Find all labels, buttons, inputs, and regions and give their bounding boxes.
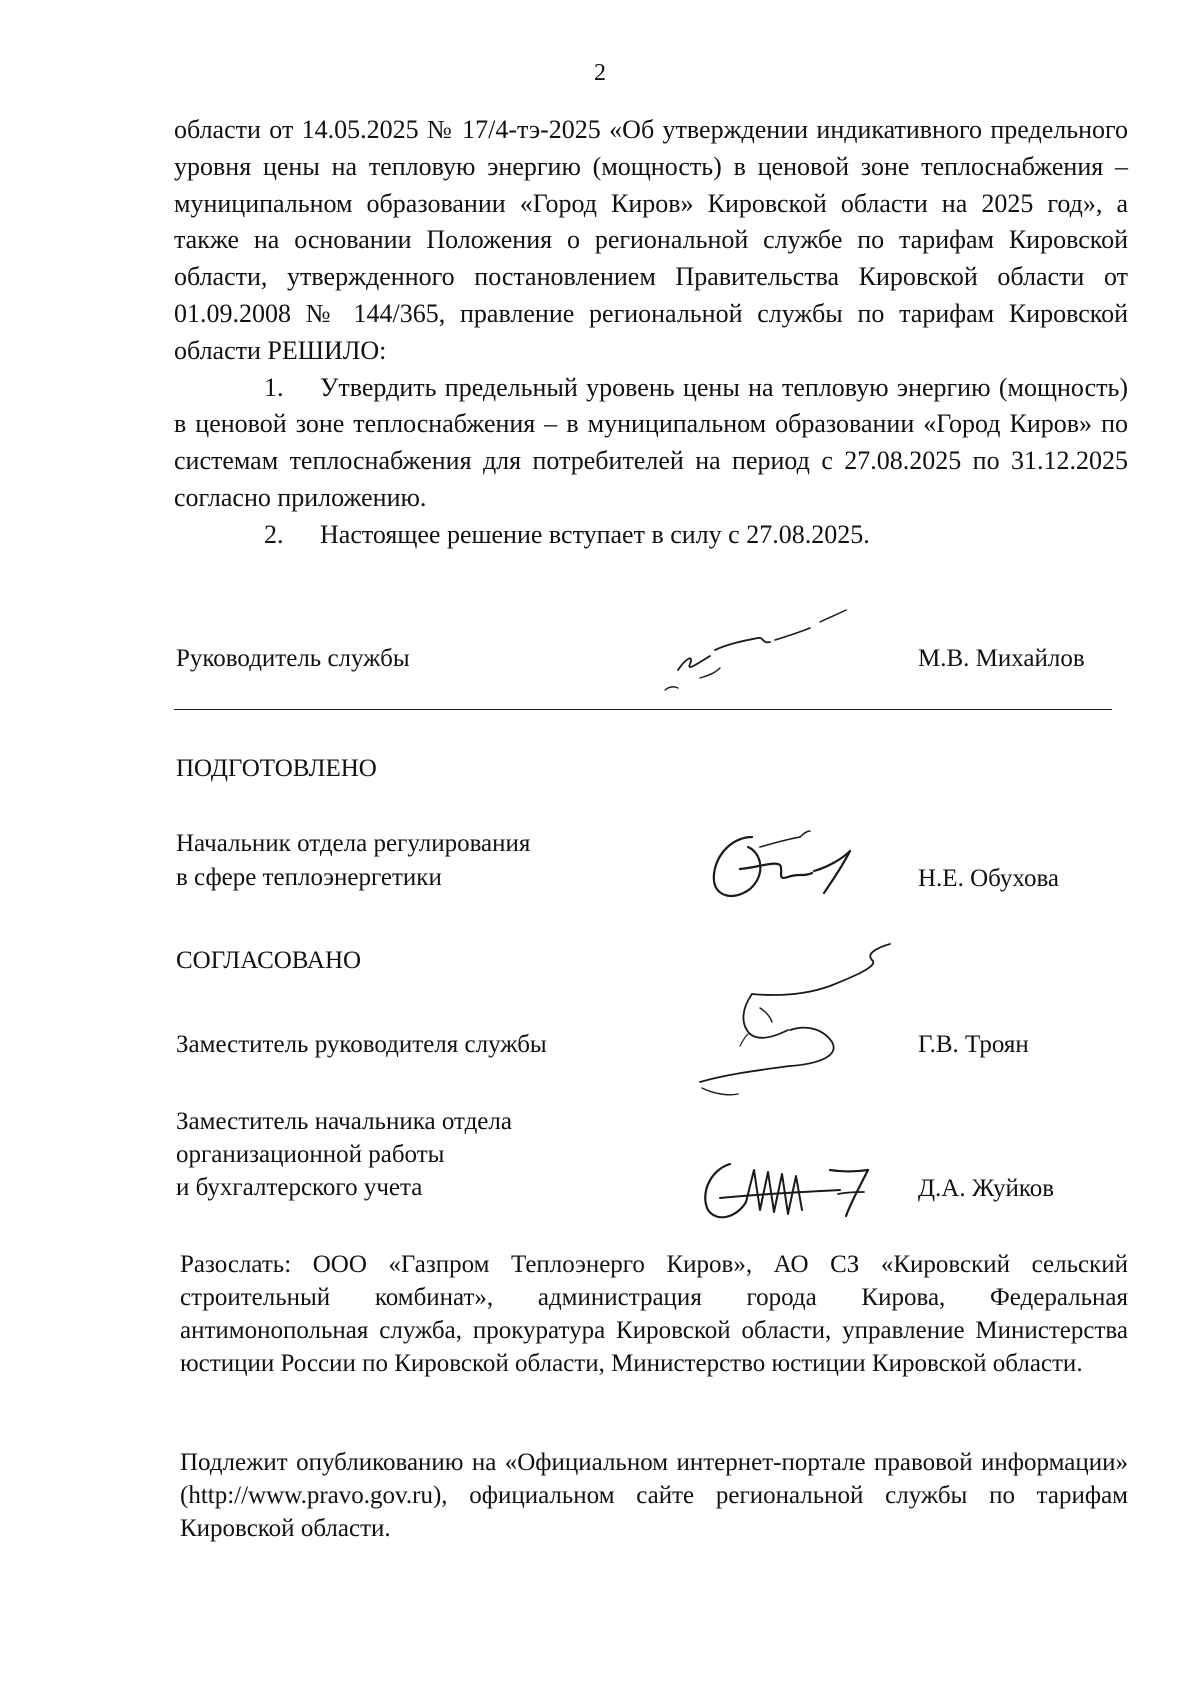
deputy-chief-signature-mark — [690, 1150, 890, 1230]
item-text: Утвердить предельный уровень цены на тепловую энергию (мощность) в ценовой зоне теплоснабжения – в муниципальном образовании «Город Киров» по системам теплоснабжения для потребителей на период с 27.08.2025 по 31.12.2025 согласно приложению. — [174, 372, 1128, 512]
item-text: Настоящее решение вступает в силу с 27.08.2025. — [320, 519, 870, 549]
distribution-list — [180, 1248, 1128, 1380]
deputy-chief-name: Д.А. Жуйков — [918, 1175, 1055, 1202]
decision-body — [174, 112, 1128, 554]
decision-item-1 — [174, 370, 1128, 517]
deputy-chief-role-line-1: Заместитель начальника отдела — [176, 1108, 512, 1135]
prepared-name: Н.Е. Обухова — [918, 865, 1060, 892]
prepared-heading: ПОДГОТОВЛЕНО — [176, 755, 377, 782]
decision-item-2 — [174, 517, 1128, 554]
publication-note — [180, 1446, 1128, 1545]
publication-text: Подлежит опубликованию на «Официальном интернет-портале правовой информации» (http://www.pravo.gov.ru), официальном сайте региональной службы по тарифам Кировской области. — [180, 1449, 1128, 1542]
deputy-head-role: Заместитель руководителя службы — [176, 1031, 547, 1058]
item-number: 1. — [264, 372, 284, 402]
head-signature-mark — [660, 598, 880, 693]
agreed-heading: СОГЛАСОВАНО — [176, 947, 362, 974]
item-number: 2. — [264, 519, 284, 549]
deputy-chief-role-line-2: организационной работы — [176, 1141, 445, 1168]
signature-divider — [174, 709, 1112, 710]
page-number: 2 — [594, 60, 606, 86]
distribution-text: Разослать: ООО «Газпром Теплоэнерго Киров», АО СЗ «Кировский сельский строительный комбинат», администрация города Кирова, Федеральная антимонопольная служба, прокуратура Кировской области, управление Министерства юстиции России по Кировской области, Министерство юстиции Кировской области. — [180, 1251, 1128, 1377]
deputy-head-name: Г.В. Троян — [918, 1031, 1029, 1058]
prepared-role-line-2: в сфере теплоэнергетики — [176, 864, 442, 891]
head-role: Руководитель службы — [176, 645, 410, 672]
deputy-head-signature-mark — [690, 938, 920, 1108]
head-name: М.В. Михайлов — [918, 645, 1085, 672]
prepared-role-line-1: Начальник отдела регулирования — [176, 830, 531, 857]
deputy-chief-role-line-3: и бухгалтерского учета — [176, 1174, 423, 1201]
prepared-signature-mark — [700, 825, 880, 910]
intro-paragraph: области от 14.05.2025 № 17/4-тэ-2025 «Об утверждении индикативного предельного уровня цены на тепловую энергию (мощность) в ценовой зоне теплоснабжения – муниципальном образовании «Город Киров» Кировской области на 2025 год», а также на основании Положения о региональной службе по тарифам Кировской области, утвержденного постановлением Правительства Кировской области от 01.09.2008 № 144/365, правление региональной службы по тарифам Кировской области РЕШИЛО: — [174, 115, 1128, 365]
